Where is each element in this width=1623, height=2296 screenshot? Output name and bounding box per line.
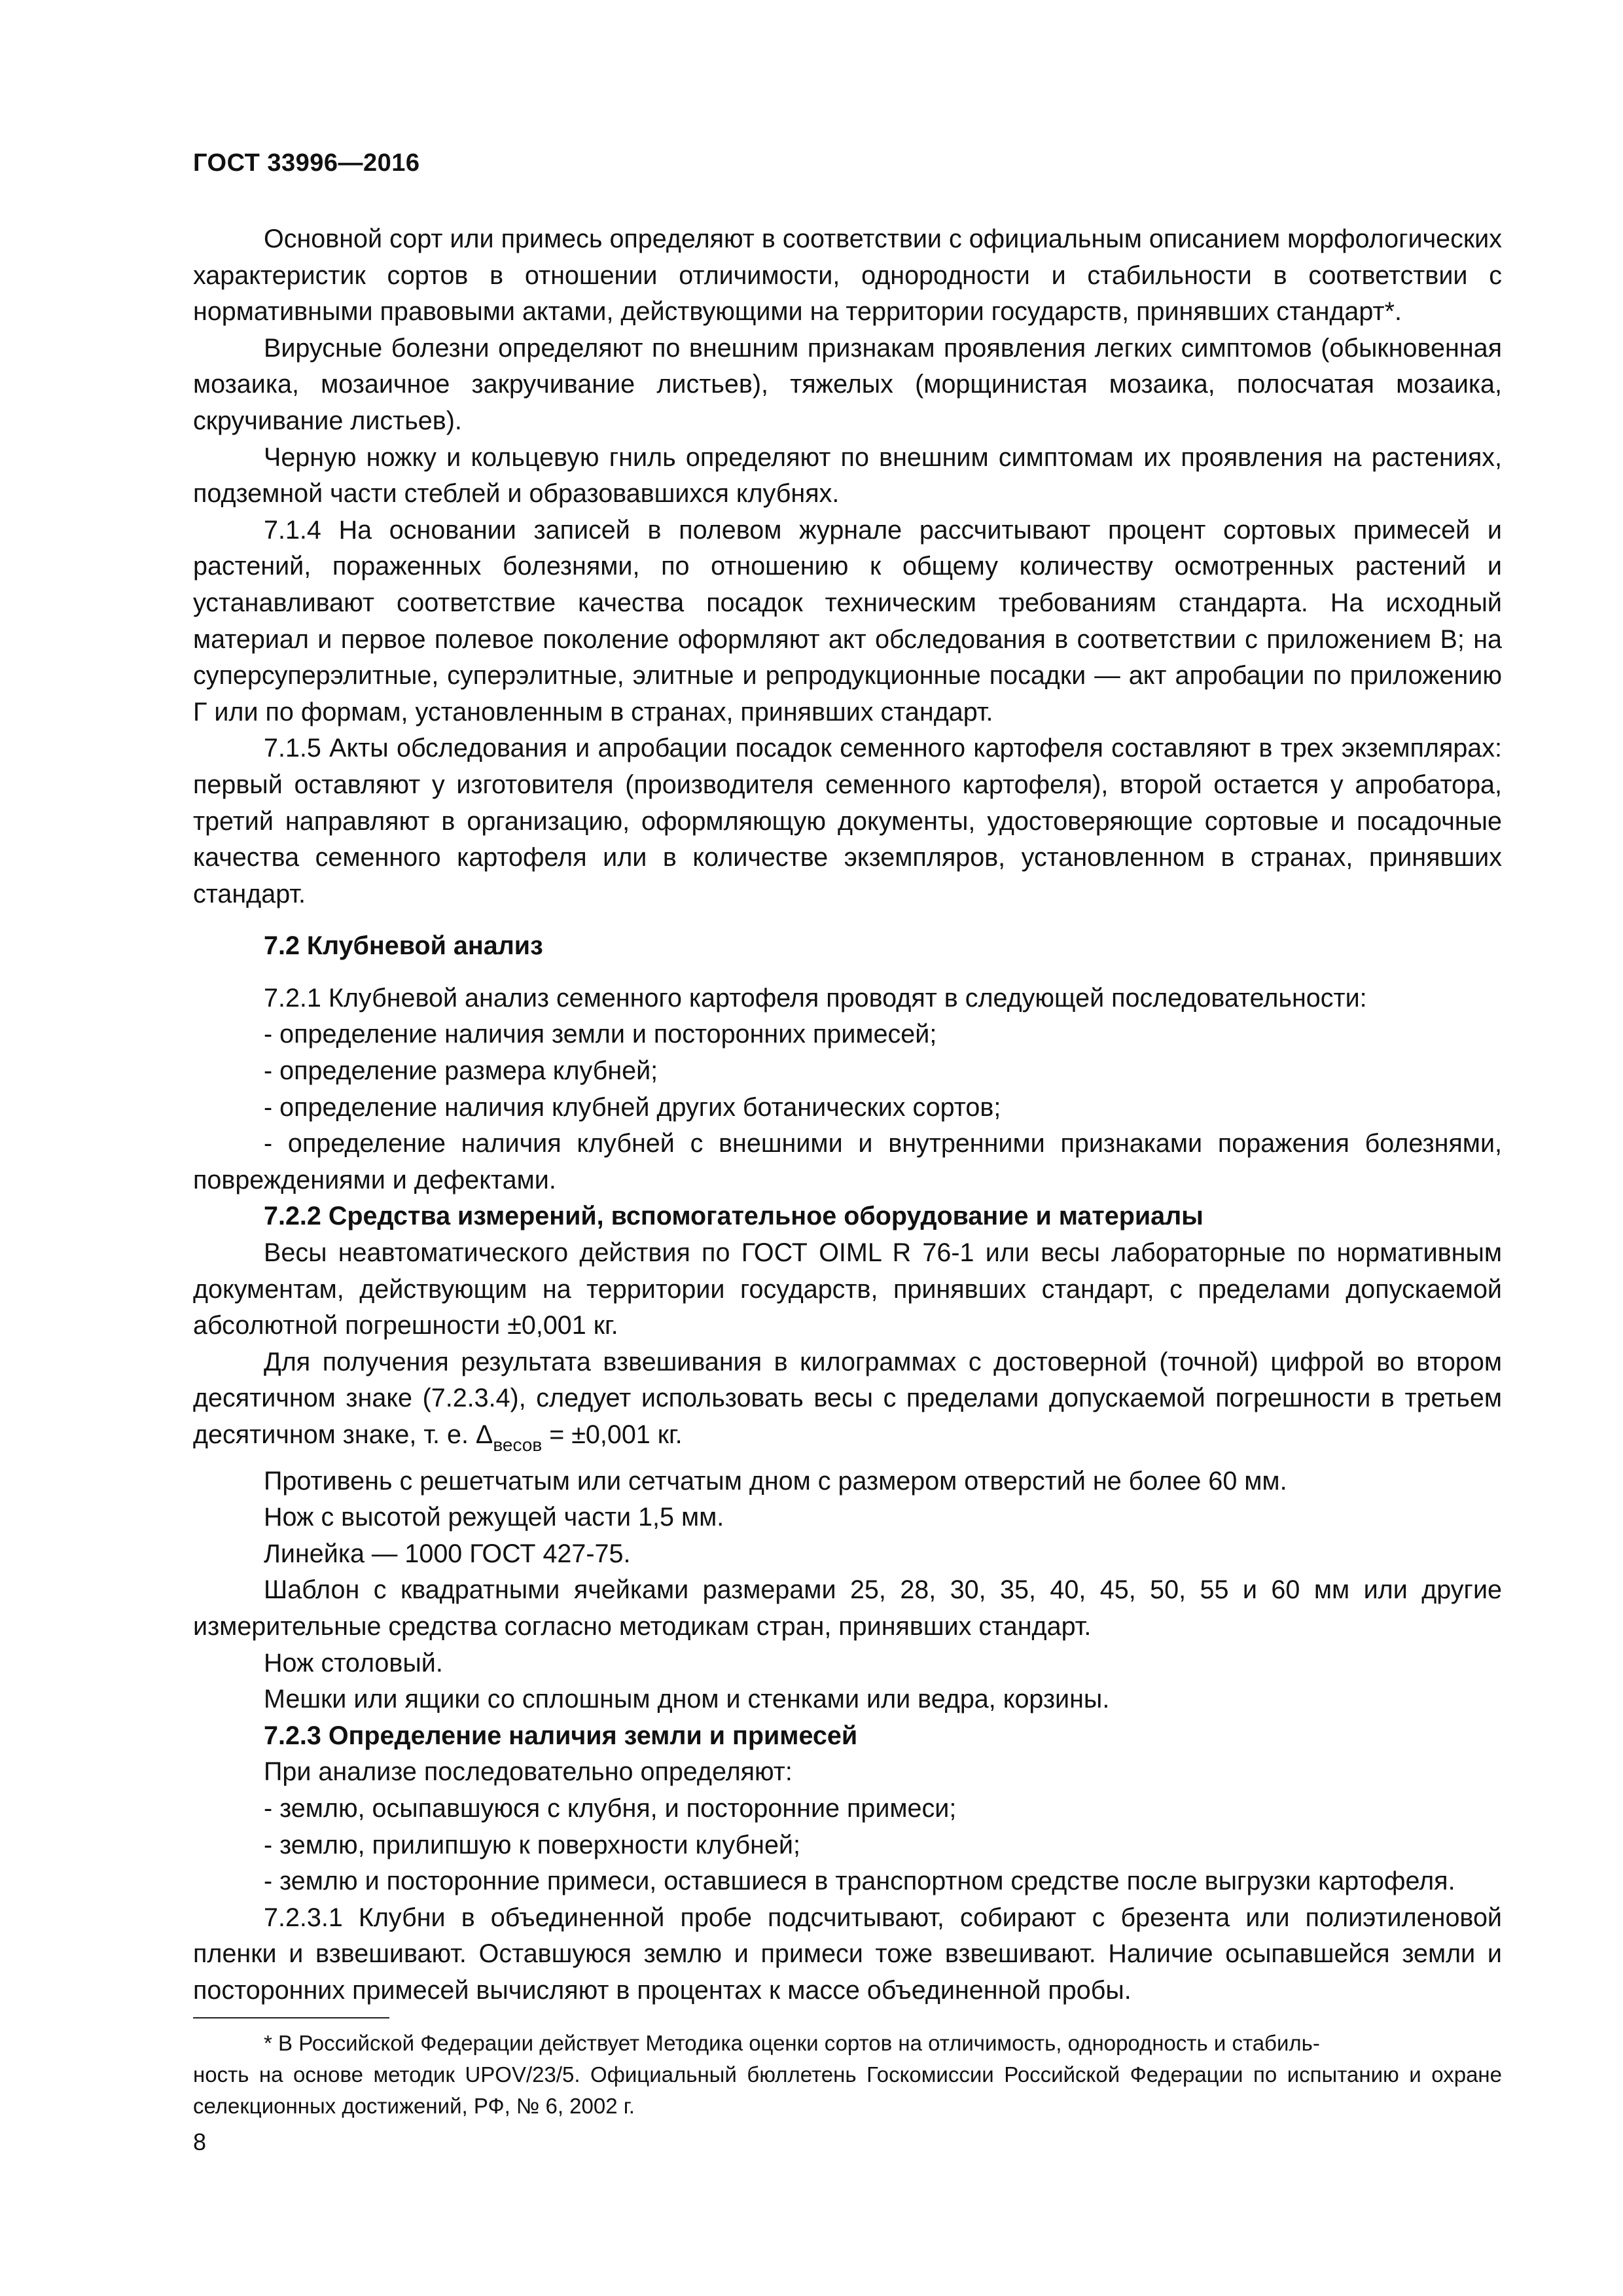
paragraph-7-2-3-1: 7.2.3.1 Клубни в объединенной пробе подсчитывают, собирают с брезента или полиэтиленовой пленки и взвешивают. Оставшуюся землю и примеси тоже взвешивают. Наличие осыпавшейся земли и посторонних примесей вычисляют в процентах к массе объединенной пробы. — [193, 1903, 1502, 2005]
paragraph — [193, 1344, 1502, 1463]
paragraph-7-1-4: 7.1.4 На основании записей в полевом журнале рассчитывают процент сортовых примесей и растений, пораженных болезнями, по отношению к общему количеству осмотренных растений и устанавливают соответствие качества посадок техническим требованиям стандарта. На исходный материал и первое полевое поколение оформляют акт обследования в соответствии с приложением В; на суперсуперэлитные, суперэлитные, элитные и репродукционные посадки — акт апробации по приложению Г или по формам, установленным в странах, принявших стандарт. — [193, 515, 1502, 726]
body-text — [193, 221, 1502, 2009]
list-item: - определение наличия земли и посторонних примесей; — [264, 1020, 937, 1049]
paragraph: При анализе последовательно определяют: — [264, 1757, 793, 1787]
standard-header: ГОСТ 33996—2016 — [193, 149, 420, 177]
footnote — [193, 2028, 1502, 2122]
subsection-heading-7-2-2: 7.2.2 Средства измерений, вспомогательное оборудование и материалы — [264, 1202, 1204, 1231]
paragraph: Основной сорт или примесь определяют в соответствии с официальным описанием морфологических характеристик сортов в отношении отличимости, однородности и стабильности в соответствии с нормативными правовыми актами, действующими на территории государств, принявших стандарт*. — [193, 224, 1502, 327]
paragraph-text: Для получения результата взвешивания в килограммах с достоверной (точной) цифрой во втором десятичном знаке (7.2.3.4), следует использовать весы с пределами допускаемой погрешности в третьем десятичном знаке, т. е. Δ — [193, 1347, 1502, 1449]
paragraph: Нож столовый. — [264, 1648, 443, 1677]
list-item: - землю, прилипшую к поверхности клубней; — [264, 1830, 800, 1859]
list-item: - определение наличия клубней других ботанических сортов; — [264, 1092, 1001, 1122]
paragraph-7-1-5: 7.1.5 Акты обследования и апробации посадок семенного картофеля составляют в трех экземплярах: первый оставляют у изготовителя (производителя семенного картофеля), второй остается у апробатора, третий направляют в организацию, оформляющую документы, удостоверяющие сортовые и посадочные качества семенного картофеля или в количестве экземпляров, установленном в странах, принявших стандарт. — [193, 734, 1502, 908]
subscript-text: весов — [493, 1435, 543, 1455]
page-number: 8 — [193, 2128, 207, 2155]
footnote-rest: ность на основе методик UPOV/23/5. Официальный бюллетень Госкомиссии Российской Федерации по испытанию и охране селекционных достижений, РФ, № 6, 2002 г. — [193, 2062, 1502, 2118]
paragraph: Нож с высотой режущей части 1,5 мм. — [264, 1503, 724, 1532]
section-heading-7-2: 7.2 Клубневой анализ — [264, 931, 543, 961]
list-item: - землю и посторонние примеси, оставшиеся в транспортном средстве после выгрузки картофеля. — [264, 1867, 1455, 1896]
paragraph-text: = ±0,001 кг. — [542, 1420, 683, 1449]
subsection-heading-7-2-3: 7.2.3 Определение наличия земли и примесей — [264, 1721, 858, 1750]
footnote-first-line: * В Российской Федерации действует Методика оценки сортов на отличимость, однородность и стабиль- — [264, 2031, 1320, 2055]
paragraph: Линейка — 1000 ГОСТ 427-75. — [264, 1539, 631, 1568]
paragraph: Противень с решетчатым или сетчатым дном с размером отверстий не более 60 мм. — [264, 1466, 1287, 1496]
paragraph: Черную ножку и кольцевую гниль определяют по внешним симптомам их проявления на растениях, подземной части стеблей и образовавшихся клубнях. — [193, 442, 1502, 509]
paragraph-7-2-1: 7.2.1 Клубневой анализ семенного картофеля проводят в следующей последовательности: — [264, 983, 1367, 1013]
paragraph: Шаблон с квадратными ячейками размерами 25, 28, 30, 35, 40, 45, 50, 55 и 60 мм или другие измерительные средства согласно методикам стран, принявших стандарт. — [193, 1575, 1502, 1641]
paragraph: Весы неавтоматического действия по ГОСТ OIML R 76-1 или весы лабораторные по нормативным документам, действующим на территории государств, принявших стандарт, с пределами допускаемой абсолютной погрешности ±0,001 кг. — [193, 1238, 1502, 1340]
paragraph: Вирусные болезни определяют по внешним признакам проявления легких симптомов (обыкновенная мозаика, мозаичное закручивание листьев), тяжелых (морщинистая мозаика, полосчатая мозаика, скручивание листьев). — [193, 333, 1502, 435]
list-item: - определение размера клубней; — [264, 1056, 658, 1086]
list-item: - определение наличия клубней с внешними и внутренними признаками поражения болезнями, повреждениями и дефектами. — [193, 1129, 1502, 1194]
footnote-divider — [193, 2017, 389, 2018]
list-item: - землю, осыпавшуюся с клубня, и посторонние примеси; — [264, 1793, 957, 1823]
paragraph: Мешки или ящики со сплошным дном и стенками или ведра, корзины. — [264, 1685, 1110, 1714]
